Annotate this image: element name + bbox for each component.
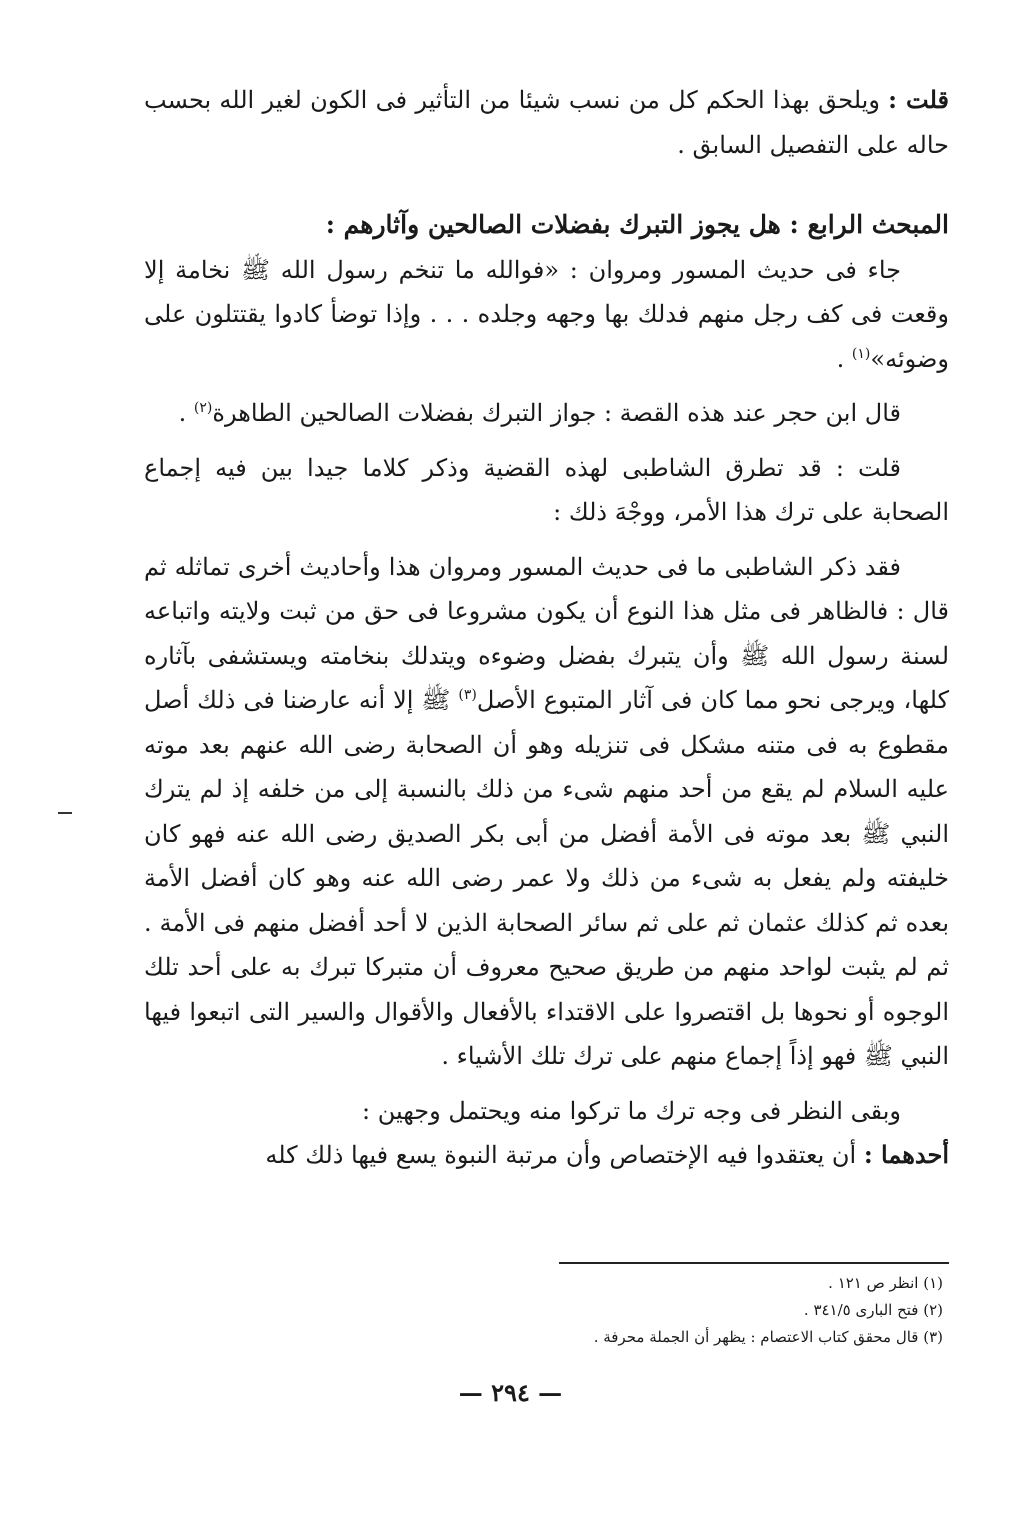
page-number: — ٢٩٤ — xyxy=(458,1378,563,1407)
footnote-separator xyxy=(559,1262,949,1264)
paragraph-hadith xyxy=(144,248,949,382)
paragraph-text: قال ابن حجر عند هذه القصة : جواز التبرك بفضلات الصالحين الطاهرة xyxy=(212,399,901,427)
paragraph-shatibi-quote xyxy=(144,545,949,1079)
paragraph-lead: قلت : xyxy=(888,85,949,114)
paragraph-ibn-hajar xyxy=(144,391,949,436)
paragraph-text: ويلحق بهذا الحكم كل من نسب شيئا من التأثير فى الكون لغير الله بحسب حاله على التفصيل السابق . xyxy=(144,86,949,159)
main-text xyxy=(144,78,949,1178)
paragraph-text: أن يعتقدوا فيه الإختصاص وأن مرتبة النبوة يسع فيها ذلك كله xyxy=(265,1141,864,1169)
footnote-1: (١) انظر ص ١٢١ . xyxy=(828,1274,943,1292)
footnote-ref: (١) xyxy=(851,345,871,362)
section-heading: المبحث الرابع : هل يجوز التبرك بفضلات الصالحين وآثارهم : xyxy=(325,210,949,239)
footnote-2: (٢) فتح البارى ٣٤١/٥ . xyxy=(803,1301,943,1319)
footnotes xyxy=(343,1270,943,1351)
footnote-ref: (٣) xyxy=(458,687,477,703)
paragraph-tail: ﷺ إلا أنه عارضنا فى ذلك أصل مقطوع به فى متنه مشكل فى تنزيله وهو أن الصحابة رضى الله عنهم بعد موته عليه السلام لم يقع من أحد منهم شىء من ذلك بالنسبة إلى من خلفه إذ لم يترك النبي ﷺ بعد موته فى الأمة أفضل من أبى بكر الصديق رضى الله عنه فهو كان خليفته ولم يفعل به شىء من ذلك ولا عمر رضى الله عنه وهو كان أفضل الأمة بعده ثم كذلك عثمان ثم على ثم سائر الصحابة الذين لا أحد أفضل منهم فى الأمة . ثم لم يثبت لواحد منهم من طريق صحيح معروف أن متبركا تبرك به على أحد تلك الوجوه أو نحوها بل اقتصروا على الاقتداء بالأفعال والأقوال والسير التى اتبعوا فيها النبي ﷺ فهو إذاً إجماع منهم على ترك تلك الأشياء . xyxy=(144,686,949,1070)
paragraph-two-aspects: وبقى النظر فى وجه ترك ما تركوا منه ويحتمل وجهين : xyxy=(361,1096,901,1125)
margin-mark xyxy=(58,812,72,814)
footnote-3: (٣) قال محقق كتاب الاعتصام : يظهر أن الجملة محرفة . xyxy=(593,1328,943,1346)
paragraph-lead: أحدهما : xyxy=(863,1140,949,1169)
paragraph-tail: . xyxy=(836,344,852,373)
paragraph-shatibi-intro: قلت : قد تطرق الشاطبى لهذه القضية وذكر كلاما جيدا بين فيه إجماع الصحابة على ترك هذا الأمر، ووجْهَ ذلك : xyxy=(144,453,949,526)
paragraph-text: فقد ذكر الشاطبى ما فى حديث المسور ومروان هذا وأحاديث أخرى تماثله ثم قال : فالظاهر فى مثل هذا النوع أن يكون مشروعا فى حق من ثبت ولايته واتباعه لسنة رسول الله ﷺ وأن يتبرك بفضل وضوءه ويتدلك بنخامته ويستشفى بآثاره كلها، ويرجى نحو مما كان فى آثار المتبوع الأصل xyxy=(144,552,950,714)
paragraph-1 xyxy=(144,78,949,167)
footnote-ref: (٢) xyxy=(193,400,213,416)
paragraph-tail: . xyxy=(178,399,194,427)
paragraph-text: جاء فى حديث المسور ومروان : «فوالله ما تنخم رسول الله ﷺ نخامة إلا وقعت فى كف رجل منهم فدلك بها وجهه وجلده . . . وإذا توضأ كادوا يقتتلون على وضوئه» xyxy=(144,255,949,373)
paragraph-first-aspect xyxy=(144,1133,949,1178)
